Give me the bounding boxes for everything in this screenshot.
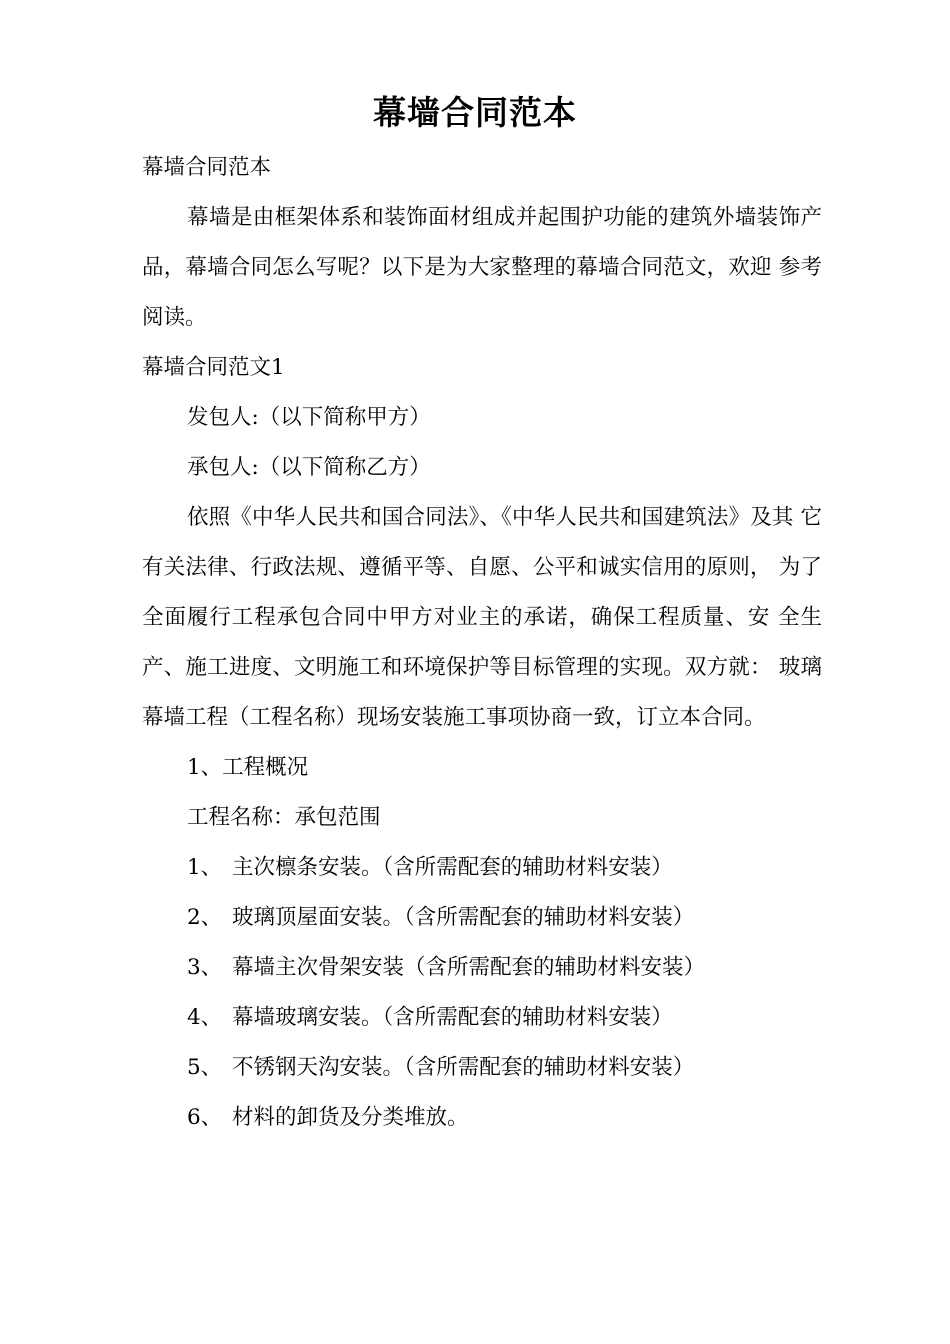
- list-item-number: 2、: [187, 905, 223, 930]
- list-item-number: 5、: [187, 1055, 223, 1080]
- employer-line: 发包人:（以下简称甲方）: [187, 405, 431, 430]
- intro-paragraph: 幕墙是由框架体系和装饰面材组成并起围护功能的建筑外墙装饰产品，幕墙合同怎么写呢？以下是为大家整理的幕墙合同范文，欢迎 参考阅读。: [142, 205, 822, 330]
- list-item: [142, 993, 822, 1043]
- contractor-line: 承包人:（以下简称乙方）: [187, 455, 431, 480]
- list-item: [142, 1093, 822, 1143]
- list-item: [142, 893, 822, 943]
- list-item-text: 幕墙主次骨架安装（含所需配套的辅助材料安装）: [232, 955, 706, 980]
- list-item-text: 玻璃顶屋面安装。（含所需配套的辅助材料安装）: [232, 905, 695, 930]
- document-subtitle: 幕墙合同范本: [142, 155, 272, 180]
- document-body: [142, 143, 822, 1143]
- list-item: [142, 943, 822, 993]
- list-item-number: 1、: [187, 855, 223, 880]
- document-title: 幕墙合同范本: [373, 93, 577, 132]
- scope-list: [142, 843, 822, 1143]
- list-item-number: 6、: [187, 1105, 223, 1130]
- clause-heading: 1、工程概况: [187, 755, 309, 780]
- list-item-text: 幕墙玻璃安装。（含所需配套的辅助材料安装）: [232, 1005, 673, 1030]
- list-item: [142, 843, 822, 893]
- section-heading: 幕墙合同范文1: [142, 355, 285, 380]
- project-line: 工程名称：承包范围: [187, 805, 381, 830]
- list-item-text: 主次檩条安装。（含所需配套的辅助材料安装）: [232, 855, 673, 880]
- basis-paragraph: 依照《中华人民共和国合同法》、《中华人民共和国建筑法》及其 它有关法律、行政法规、遵循平等、自愿、公平和诚实信用的原则， 为了全面履行工程承包合同中甲方对业主的承诺，确保工程质量、安 全生产、施工进度、文明施工和环境保护等目标管理的实现。双方就： 玻璃幕墙工程（工程名称）现场安装施工事项协商一致，订立本合同。: [142, 505, 822, 730]
- list-item: [142, 1043, 822, 1093]
- list-item-text: 材料的卸货及分类堆放。: [232, 1105, 469, 1130]
- list-item-number: 3、: [187, 955, 223, 980]
- list-item-text: 不锈钢天沟安装。（含所需配套的辅助材料安装）: [232, 1055, 695, 1080]
- list-item-number: 4、: [187, 1005, 223, 1030]
